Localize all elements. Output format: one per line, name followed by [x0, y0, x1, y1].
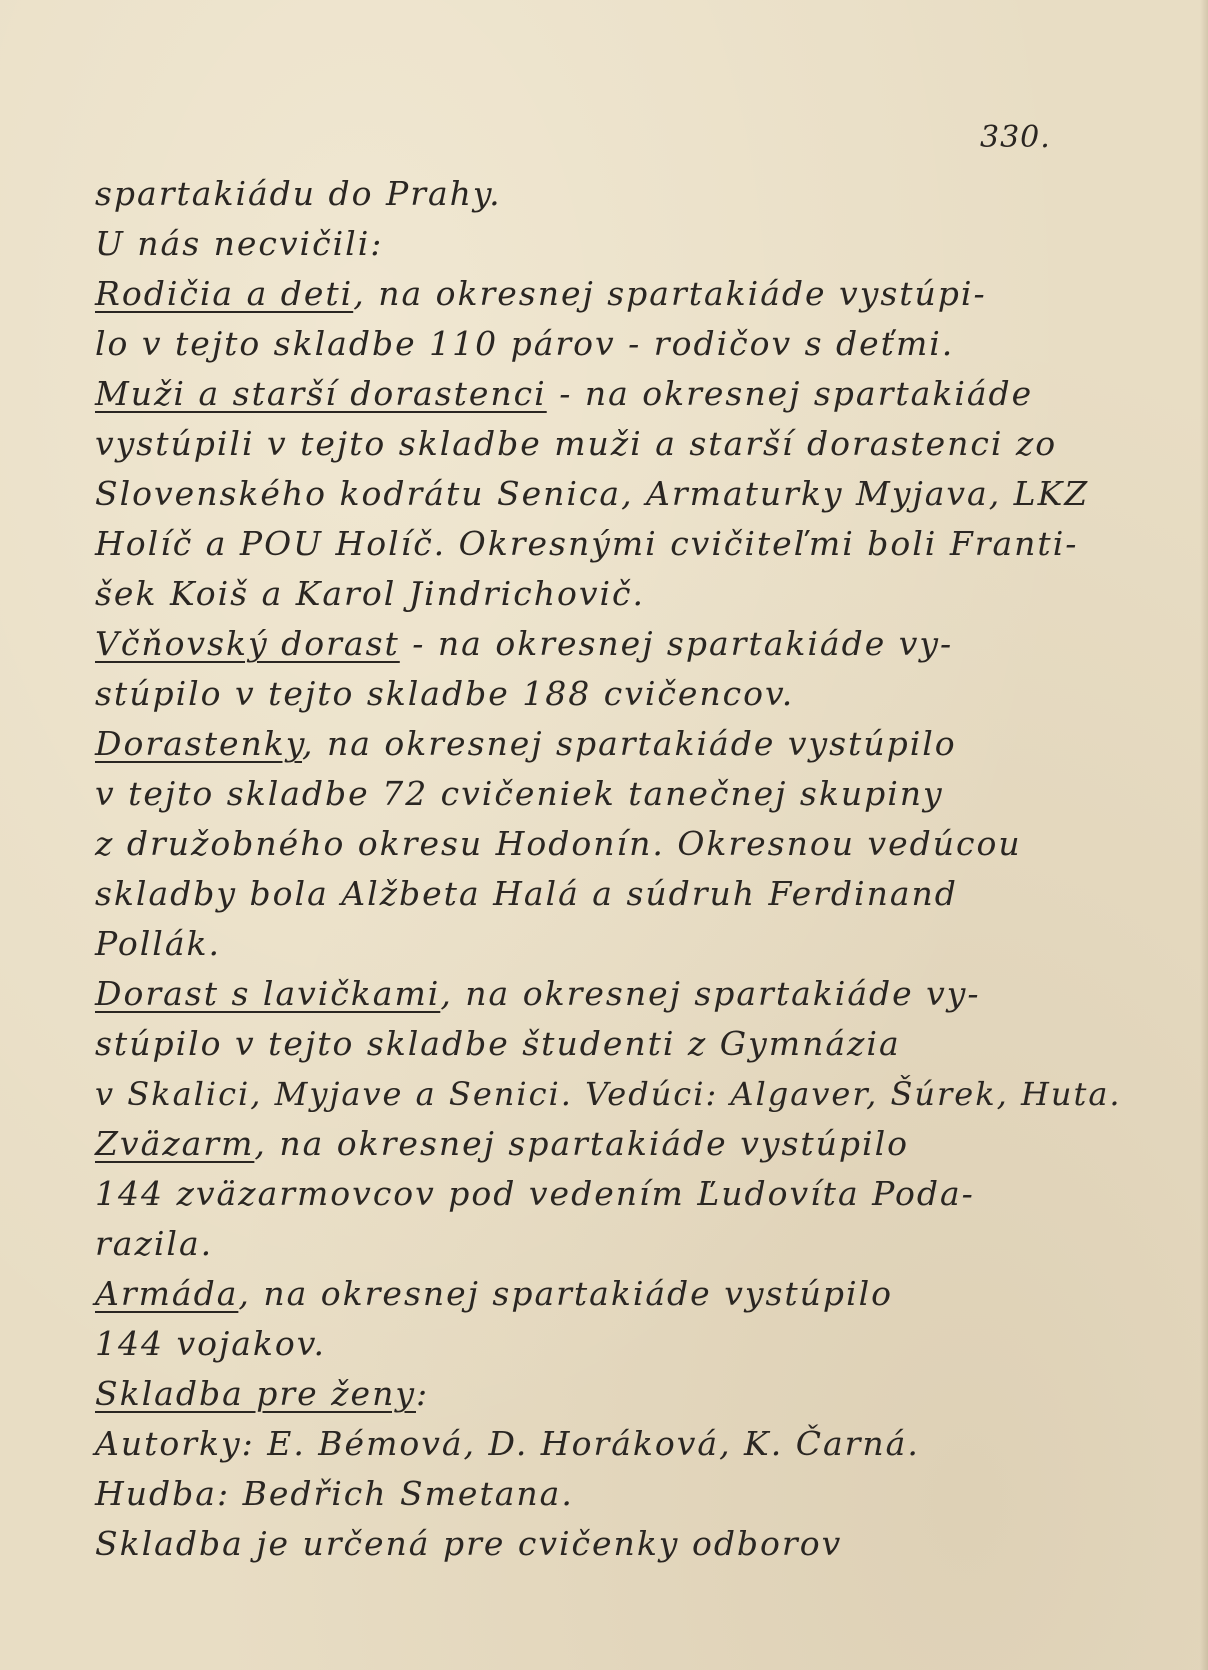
- section-heading: Dorastenky: [95, 724, 303, 763]
- text-line: [95, 1272, 893, 1316]
- text-line: [95, 322, 954, 366]
- line-text: šek Koiš a Karol Jindrichovič.: [95, 574, 646, 613]
- text-line: [95, 1172, 975, 1216]
- text-line: [95, 1022, 901, 1066]
- page-edge: [1200, 0, 1208, 1670]
- text-line: [95, 1072, 1122, 1116]
- line-text: vystúpili v tejto skladbe muži a starší dorastenci zo: [95, 424, 1058, 463]
- text-line: [95, 1522, 842, 1566]
- line-text: 144 zväzarmovcov pod vedením Ľudovíta Poda-: [95, 1174, 975, 1213]
- text-line: [95, 922, 221, 966]
- section-heading: Muži a starší dorastenci: [95, 374, 547, 413]
- line-text: Slovenského kodrátu Senica, Armaturky Myjava, LKZ: [95, 474, 1090, 513]
- text-line: [95, 1422, 920, 1466]
- line-text: U nás necvičili:: [95, 224, 384, 263]
- line-text: stúpilo v tejto skladbe študenti z Gymnázia: [95, 1024, 901, 1063]
- text-line: [95, 672, 794, 716]
- line-text: Autorky: E. Bémová, D. Horáková, K. Čarná.: [95, 1424, 920, 1463]
- text-line: [95, 422, 1057, 466]
- text-line: [95, 372, 1033, 416]
- text-line: [95, 722, 957, 766]
- line-text: 144 vojakov.: [95, 1324, 326, 1363]
- page-number: 330.: [980, 120, 1051, 155]
- text-line: [95, 1322, 326, 1366]
- section-heading: Skladba pre ženy: [95, 1374, 416, 1413]
- line-text: , na okresnej spartakiáde vystúpilo: [238, 1274, 894, 1313]
- text-line: [95, 772, 944, 816]
- line-text: razila.: [95, 1224, 214, 1263]
- text-line: [95, 1472, 574, 1516]
- section-heading: Zväzarm: [95, 1124, 255, 1163]
- line-text: , na okresnej spartakiáde vystúpilo: [254, 1124, 910, 1163]
- text-line: [95, 572, 645, 616]
- text-line: [95, 972, 981, 1016]
- line-text: Hudba: Bedřich Smetana.: [95, 1474, 574, 1513]
- line-text: stúpilo v tejto skladbe 188 cvičencov.: [95, 674, 795, 713]
- text-line: [95, 1222, 213, 1266]
- line-text: - na okresnej spartakiáde: [546, 374, 1034, 413]
- text-line: [95, 822, 1022, 866]
- line-text: lo v tejto skladbe 110 párov - rodičov s deťmi.: [95, 324, 955, 363]
- section-heading: Armáda: [95, 1274, 239, 1313]
- line-text: , na okresnej spartakiáde vystúpilo: [302, 724, 957, 763]
- text-line: [95, 1372, 429, 1416]
- text-line: [95, 472, 1089, 516]
- line-text: Pollák.: [95, 924, 222, 963]
- text-line: [95, 522, 1078, 566]
- line-text: , na okresnej spartakiáde vy-: [440, 974, 981, 1013]
- text-line: [95, 872, 958, 916]
- line-text: z družobného okresu Hodonín. Okresnou vedúcou: [95, 824, 1022, 863]
- text-line: [95, 622, 953, 666]
- section-heading: Včňovský dorast: [95, 624, 400, 663]
- text-line: [95, 272, 987, 316]
- line-text: Skladba je určená pre cvičenky odborov: [95, 1524, 843, 1563]
- text-line: [95, 222, 383, 266]
- line-text: Holíč a POU Holíč. Okresnými cvičiteľmi boli Franti-: [95, 524, 1079, 563]
- section-heading: Rodičia a deti: [95, 274, 354, 313]
- line-text: :: [415, 1374, 430, 1413]
- text-line: [95, 1122, 909, 1166]
- line-text: v Skalici, Myjave a Senici. Vedúci: Algaver, Šúrek, Huta.: [95, 1075, 1122, 1113]
- text-line: [95, 172, 502, 216]
- line-text: skladby bola Alžbeta Halá a súdruh Ferdinand: [95, 874, 958, 913]
- line-text: spartakiádu do Prahy.: [95, 174, 502, 213]
- section-heading: Dorast s lavičkami: [95, 974, 441, 1013]
- line-text: v tejto skladbe 72 cvičeniek tanečnej skupiny: [95, 774, 944, 813]
- line-text: , na okresnej spartakiáde vystúpi-: [353, 274, 987, 313]
- line-text: - na okresnej spartakiáde vy-: [399, 624, 954, 663]
